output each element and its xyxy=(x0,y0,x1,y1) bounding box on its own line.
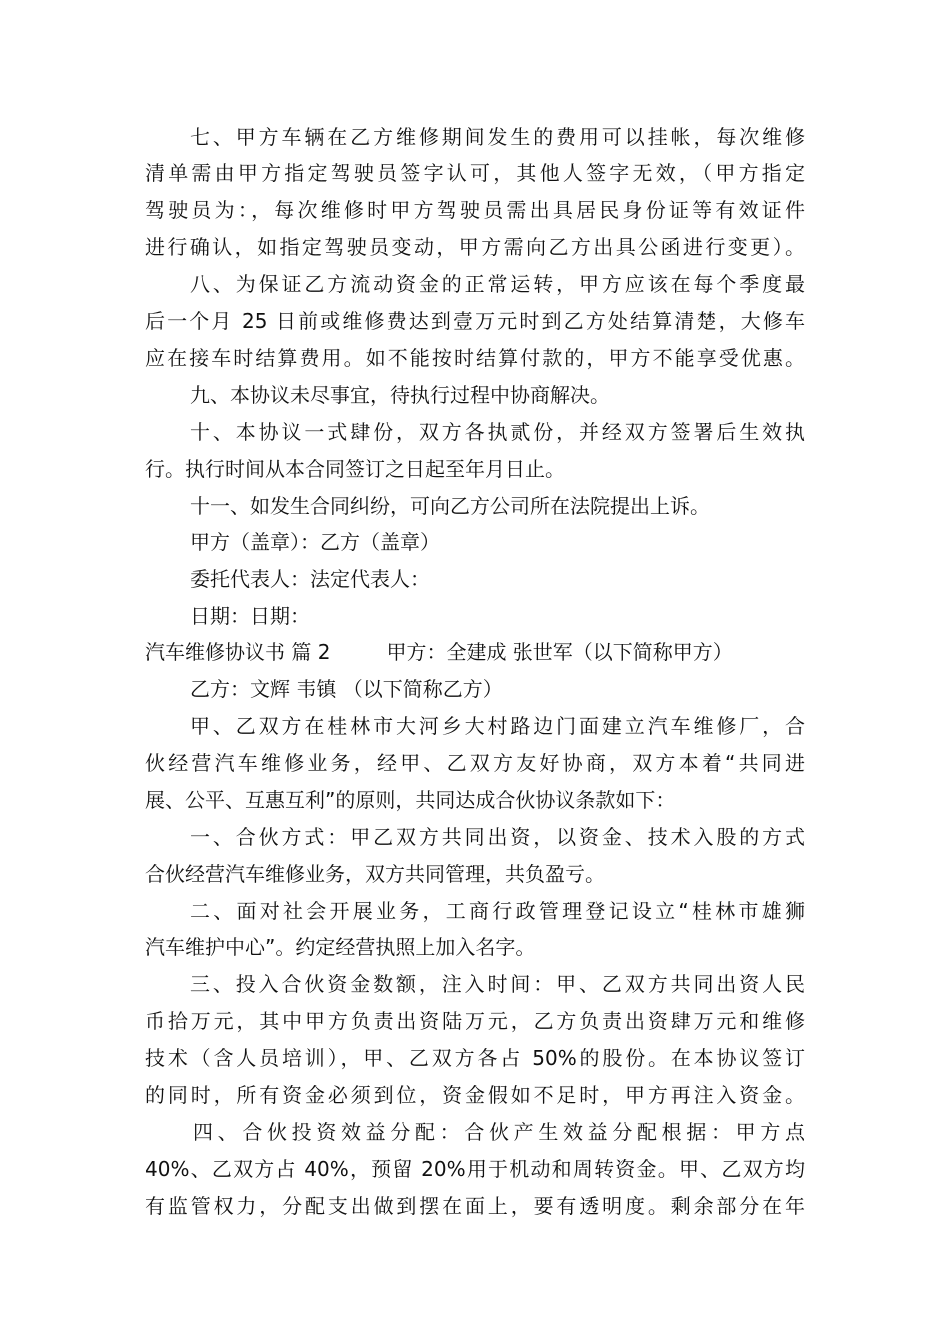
paragraph-line: 九、本协议未尽事宜，待执行过程中协商解决。 xyxy=(190,383,610,407)
party-a-line: 甲方：全建成 张世军（以下简称甲方） xyxy=(386,640,733,664)
paragraph-line: 驾驶员为：，每次维修时甲方驾驶员需出具居民身份证等有效证件 xyxy=(145,198,805,222)
paragraph-line: 合伙经营汽车维修业务，双方共同管理，共负盈亏。 xyxy=(145,862,605,886)
paragraph-line: 汽车维护中心”。约定经营执照上加入名字。 xyxy=(145,935,536,959)
paragraph-line: 三、投入合伙资金数额，注入时间：甲、乙双方共同出资人民 xyxy=(190,972,805,996)
signature-line: 日期：日期： xyxy=(190,604,310,628)
paragraph-line: 清单需由甲方指定驾驶员签字认可，其他人签字无效，（甲方指定 xyxy=(145,161,805,185)
paragraph-line: 二、面对社会开展业务，工商行政管理登记设立“桂林市雄狮 xyxy=(190,899,805,923)
paragraph-line: 甲、乙双方在桂林市大河乡大村路边门面建立汽车维修厂，合 xyxy=(190,714,805,738)
paragraph-line: 技术（含人员培训），甲、乙双方各占 50%的股份。在本协议签订 xyxy=(145,1046,805,1070)
signature-line: 委托代表人：法定代表人： xyxy=(190,567,430,591)
paragraph-line: 进行确认，如指定驾驶员变动，甲方需向乙方出具公函进行变更）。 xyxy=(145,235,805,259)
paragraph-line: 八、为保证乙方流动资金的正常运转，甲方应该在每个季度最 xyxy=(190,272,805,296)
paragraph-line: 十一、如发生合同纠纷，可向乙方公司所在法院提出上诉。 xyxy=(190,494,710,518)
paragraph-line: 十、本协议一式肆份，双方各执贰份，并经双方签署后生效执 xyxy=(190,420,805,444)
paragraph-line: 币拾万元，其中甲方负责出资陆万元，乙方负责出资肆万元和维修 xyxy=(145,1009,805,1033)
paragraph-line: 一、合伙方式：甲乙双方共同出资，以资金、技术入股的方式 xyxy=(190,825,805,849)
paragraph-line: 的同时，所有资金必须到位，资金假如不足时，甲方再注入资金。 xyxy=(145,1083,805,1107)
signature-line: 甲方（盖章）：乙方（盖章） xyxy=(190,530,440,554)
paragraph-line: 有监管权力，分配支出做到摆在面上，要有透明度。剩余部分在年 xyxy=(145,1194,805,1218)
paragraph-line: 七、甲方车辆在乙方维修期间发生的费用可以挂帐，每次维修 xyxy=(190,125,805,149)
paragraph-line: 40%、乙双方占 40%，预留 20%用于机动和周转资金。甲、乙双方均 xyxy=(145,1157,805,1181)
paragraph-line: 后一个月 25 日前或维修费达到壹万元时到乙方处结算清楚，大修车 xyxy=(145,309,805,333)
section-heading-line xyxy=(0,634,950,670)
party-b-line: 乙方：文辉 韦镇 （以下简称乙方） xyxy=(190,677,503,701)
section-heading: 汽车维修协议书 篇 2 xyxy=(145,640,331,664)
paragraph-line: 应在接车时结算费用。如不能按时结算付款的，甲方不能享受优惠。 xyxy=(145,346,805,370)
paragraph-line: 展、公平、互惠互利”的原则，共同达成合伙协议条款如下： xyxy=(145,788,676,812)
paragraph-line: 四、合伙投资效益分配：合伙产生效益分配根据：甲方点 xyxy=(193,1120,805,1144)
paragraph-line: 行。执行时间从本合同签订之日起至年月日止。 xyxy=(145,457,565,481)
paragraph-line: 伙经营汽车维修业务，经甲、乙双方友好协商，双方本着“共同进 xyxy=(145,751,805,775)
